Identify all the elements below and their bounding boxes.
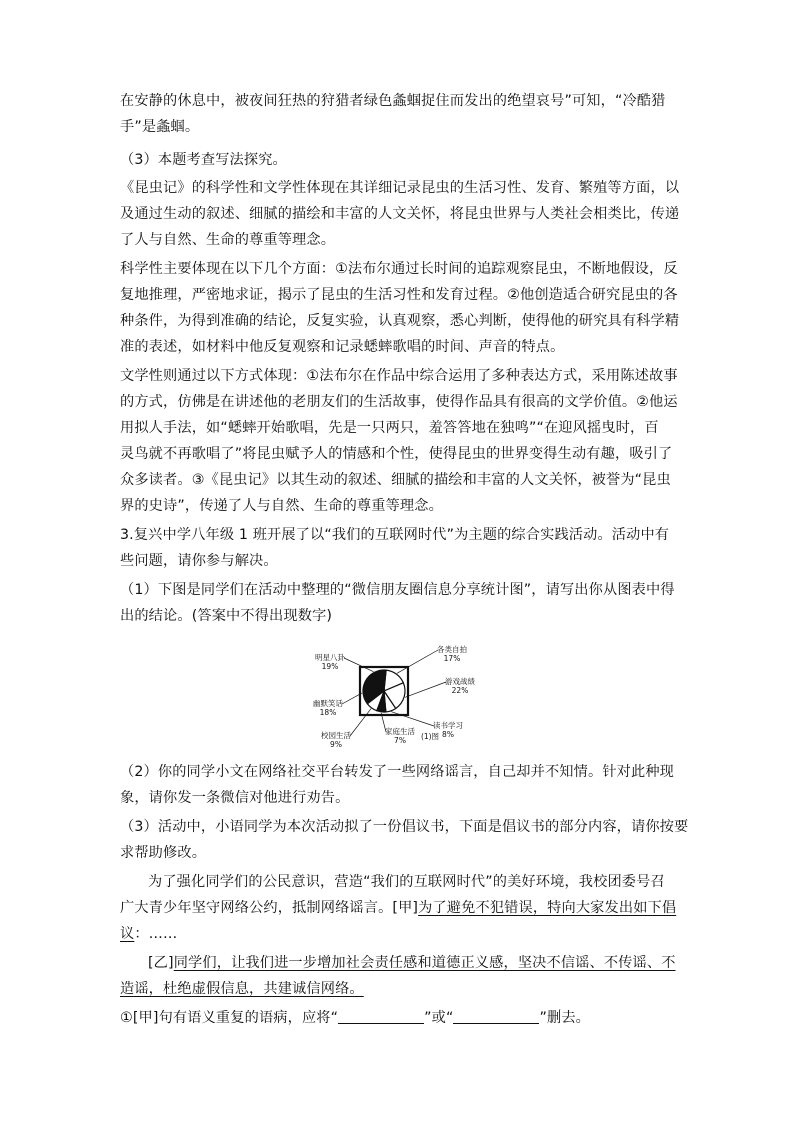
slice-label: 读书学习 [433, 721, 463, 730]
proposal-sentence-yi: 同学们，让我们进一步增加社会责任感和道德正义感，坚决不信谣、不传谣、不 [173, 955, 676, 971]
question-text: ”删去。 [539, 1010, 590, 1026]
slice-percent: 8% [442, 730, 454, 739]
proposal-text-plain: [乙] [148, 955, 174, 971]
proposal-sentence-jia-end: 议 [120, 926, 135, 942]
text-line: 求帮助修改。 [120, 845, 207, 861]
leader-line [344, 658, 374, 672]
text-line: 用拟人手法，如“蟋蟀开始歌唱，先是一只两只，羞答答地在独鸣”“在迎风摇曳时，百 [120, 420, 659, 436]
question-heading: 3.复兴中学八年级 1 班开展了以“我们的互联网时代”为主题的综合实践活动。活动中有 [120, 527, 670, 543]
slice-percent: 18% [319, 708, 337, 717]
slice-label: 家庭生活 [385, 727, 415, 736]
answer-blank[interactable] [453, 1007, 539, 1024]
leader-line [397, 650, 438, 673]
proposal-sentence-jia: 为了避免不犯错误，特向大家发出如下倡 [418, 900, 677, 916]
proposal-text: 为了强化同学们的公民意识，营造“我们的互联网时代”的美好环境，我校团委号召 [148, 874, 665, 890]
slice-label: 幽默笑话 [313, 699, 343, 708]
text-line: 种条件，为得到准确的结论，反复实验，认真观察，悉心判断，使得他的研究具有科学精 [120, 313, 680, 329]
text-line: 及通过生动的叙述、细腻的描绘和丰富的人文关怀，将昆虫世界与人类社会相类比，传递 [120, 206, 680, 222]
text-line: 出的结论。(答案中不得出现数字) [120, 608, 333, 624]
text-line: 文学性则通过以下方式体现：①法布尔在作品中综合运用了多种表达方式，采用陈述故事 [120, 368, 678, 384]
slice-percent: 17% [443, 654, 461, 663]
text-line: 《昆虫记》的科学性和文学性体现在其详细记录昆虫的生活习性、发育、繁殖等方面，以 [120, 180, 680, 196]
text-line: 的方式，仿佛是在讲述他的老朋友们的生活故事，使得作品具有很高的文学价值。②他运 [120, 394, 678, 410]
pie-chart-svg [296, 642, 496, 750]
text-line: 了人与自然、生命的尊重等理念。 [120, 232, 336, 248]
proposal-text [120, 921, 177, 947]
text-line: 复地推理，严密地求证，揭示了昆虫的生活习性和发育过程。②他创造适合研究昆虫的各 [120, 287, 678, 303]
leader-line [405, 682, 446, 697]
proposal-text-plain: 广大青少年坚守网络公约，抵制网络谣言。[甲] [120, 900, 419, 916]
text-line: 准的表述，如材料中他反复观察和记录蟋蟀歌唱的时间、声音的特点。 [120, 339, 565, 355]
text-line: （3）本题考查写法探究。 [120, 152, 287, 168]
text-line: 界的史诗”，传递了人与自然、生命的尊重等理念。 [120, 498, 443, 514]
text-line: 象，请你发一条微信对他进行劝告。 [120, 790, 350, 806]
text-line: 些问题，请你参与解决。 [120, 553, 278, 569]
slice-percent: 19% [321, 662, 339, 671]
slice-label: 游戏战绩 [445, 677, 475, 686]
question-text: ①[甲]句有语义重复的语病，应将“ [120, 1010, 339, 1026]
question-text: ”或“ [424, 1010, 454, 1026]
leader-line [391, 712, 434, 726]
proposal-text [148, 950, 676, 976]
slice-label: 各类自拍 [437, 645, 467, 654]
figure-label: (1)图 [420, 732, 440, 741]
text-line: 灵鸟就不再歌唱了”将昆虫赋予人的情感和个性，使得昆虫的世界变得生动有趣，吸引了 [120, 446, 673, 462]
slice-percent: 7% [394, 736, 406, 745]
proposal-text-plain: ：…… [134, 926, 178, 942]
slice-percent: 9% [330, 740, 342, 749]
proposal-text [120, 976, 364, 1002]
proposal-sentence-yi-end: 造谣，杜绝虚假信息，共建诚信网络。 [120, 981, 364, 997]
pie-chart [296, 642, 496, 750]
text-line: （1）下图是同学们在活动中整理的“微信朋友圈信息分享统计图”，请写出你从图表中得 [120, 582, 675, 598]
question-line [120, 1005, 590, 1031]
text-line: （2）你的同学小文在网络社交平台转发了一些网络谣言，自己却并不知情。针对此种现 [120, 764, 675, 780]
text-line: 在安静的休息中，被夜间狂热的狩猎者绿色螽蝈捉住而发出的绝望哀号”可知，“冷酷猎 [120, 93, 666, 109]
slice-label: 明星八卦 [315, 653, 345, 662]
proposal-text [120, 895, 676, 921]
answer-blank[interactable] [338, 1007, 424, 1024]
slice-label: 校园生活 [321, 731, 351, 740]
text-line: 科学性主要体现在以下几个方面：①法布尔通过长时间的追踪观察昆虫，不断地假设，反 [120, 261, 678, 277]
text-line: 众多读者。③《昆虫记》以其生动的叙述、细腻的描绘和丰富的人文关怀，被誉为“昆虫 [120, 472, 671, 488]
slice-percent: 22% [451, 686, 469, 695]
text-line: （3）活动中，小语同学为本次活动拟了一份倡议书，下面是倡议书的部分内容，请你按要 [120, 819, 689, 835]
text-line: 手”是螽蝈。 [120, 119, 200, 135]
